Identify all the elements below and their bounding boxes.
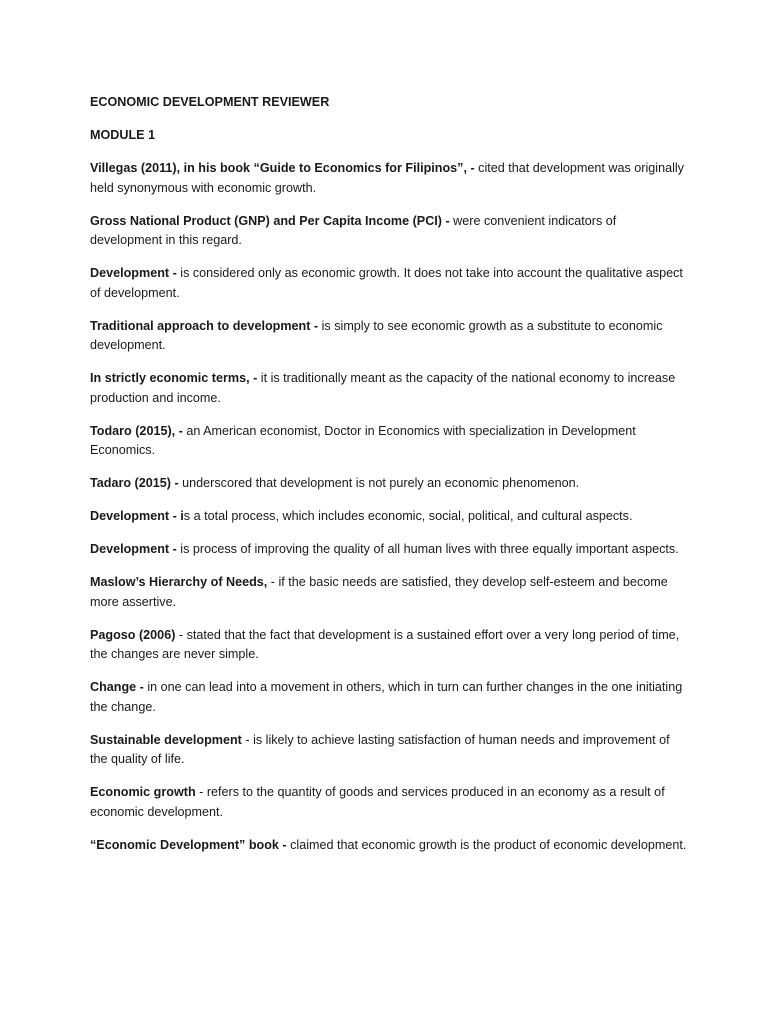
document-title: ECONOMIC DEVELOPMENT REVIEWER [90, 95, 330, 109]
entry-text: is process of improving the quality of all human lives with three equally important aspects. [176, 542, 679, 556]
entry-economic-growth [90, 783, 690, 822]
entry-sustainable-development [90, 731, 690, 770]
entry-term: Tadaro (2015) - [90, 476, 179, 490]
entry-term: Villegas (2011), in his book “Guide to Economics for Filipinos”, - [90, 161, 475, 175]
entry-text: s a total process, which includes economic, social, political, and cultural aspects. [183, 509, 633, 523]
entry-term: “Economic Development” book - [90, 837, 287, 852]
entry-tadaro [90, 474, 690, 494]
entry-text: is considered only as economic growth. It does not take into account the qualitative aspect of development. [90, 266, 683, 300]
entry-text: an American economist, Doctor in Economics with specialization in Development Economics. [90, 423, 636, 457]
entry-term: Economic growth [90, 785, 196, 799]
entry-development-growth [90, 264, 690, 303]
entry-term: Development - [90, 542, 177, 556]
entry-text: it is traditionally meant as the capacity of the national economy to increase production and income. [90, 371, 676, 405]
entry-text: were convenient indicators of development in this regard. [90, 213, 617, 247]
entry-term: In strictly economic terms, - [90, 371, 258, 385]
entry-term: Development - i [90, 509, 184, 523]
entry-term: Maslow’s Hierarchy of Needs, [90, 575, 268, 589]
entry-development-quality [90, 540, 690, 560]
entry-traditional-approach [90, 317, 690, 356]
entry-text: claimed that economic growth is the product of economic development. [286, 837, 687, 852]
entry-text: underscored that development is not purely an economic phenomenon. [178, 476, 580, 490]
module-heading: MODULE 1 [90, 128, 156, 142]
document-page [90, 93, 690, 869]
entry-villegas [90, 159, 690, 198]
entry-strictly-economic [90, 369, 690, 408]
entry-text: in one can lead into a movement in others, which in turn can further changes in the one initiating the change. [90, 680, 683, 714]
entry-term: Sustainable development [90, 732, 242, 747]
entry-term: Gross National Product (GNP) and Per Capita Income (PCI) - [90, 213, 450, 228]
entry-economic-development-book [90, 836, 690, 856]
entry-term: Traditional approach to development - [90, 318, 319, 333]
entry-text: - stated that the fact that development is a sustained effort over a very long period of time, the changes are never simple. [90, 627, 680, 661]
entry-todaro [90, 422, 690, 461]
entry-term: Development - [90, 266, 177, 280]
entry-text: - refers to the quantity of goods and services produced in an economy as a result of economic development. [90, 785, 665, 819]
entry-maslow [90, 573, 690, 612]
entry-text: is simply to see economic growth as a substitute to economic development. [90, 318, 663, 352]
entry-text: - if the basic needs are satisfied, they develop self-esteem and become more assertive. [90, 575, 668, 609]
entry-change [90, 678, 690, 717]
entry-gnp-pci [90, 212, 690, 251]
entry-term: Change - [90, 680, 144, 694]
entry-text: - is likely to achieve lasting satisfaction of human needs and improvement of the quality of life. [90, 732, 670, 766]
entry-development-total-process [90, 507, 690, 527]
entry-term: Pagoso (2006) [90, 627, 176, 642]
entry-pagoso [90, 626, 690, 665]
entry-term: Todaro (2015), - [90, 423, 183, 438]
entry-text: cited that development was originally held synonymous with economic growth. [90, 161, 684, 195]
